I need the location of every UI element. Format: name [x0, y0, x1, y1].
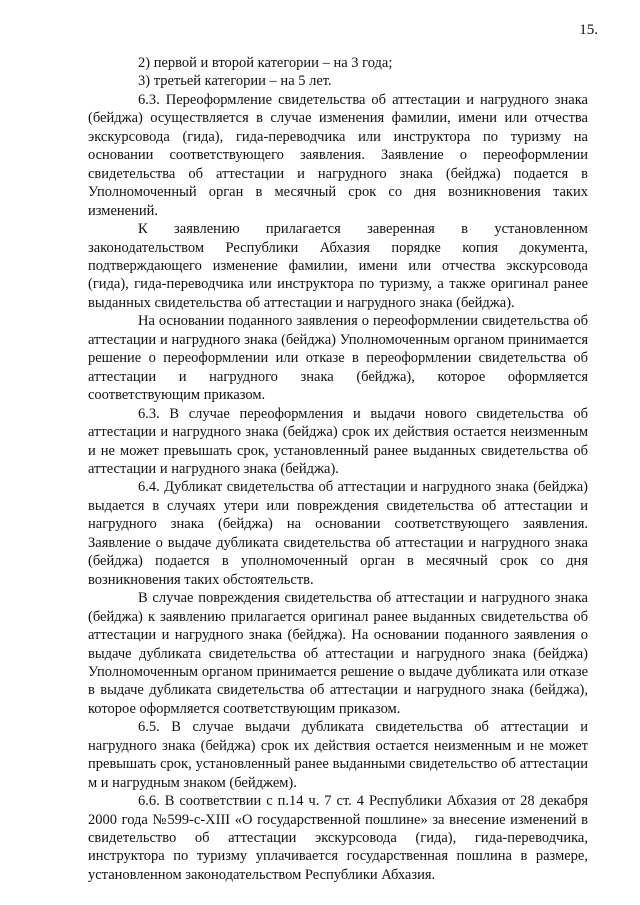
paragraph-decision: На основании поданного заявления о переоформлении свидетельства об аттестации и нагрудного знака (бейджа) Уполномоченным органом принимается решение о переоформлении или отказе в переоформлении свидетельства об аттестации и нагрудного знака (бейджа), которое оформляется соответствующим приказом. [88, 313, 588, 404]
document-body [88, 54, 588, 884]
paragraph-attachments: К заявлению прилагается заверенная в установленном законодательством Республики Абхазия порядке копия документа, подтверждающего изменение фамилии, имени или отчества экскурсовода (гида), гида-переводчика или инструктора по туризму, а также оригинал ранее выданных свидетельства об аттестации и нагрудного знака (бейджа). [88, 221, 588, 311]
page-number: 15. [579, 22, 598, 38]
paragraph-6-3-reissue: 6.3. Переоформление свидетельства об аттестации и нагрудного знака (бейджа) осуществляется в случае изменения фамилии, имени или отчества экскурсовода (гида), гида-переводчика или инструктора по туризму на основании соответствующего заявления. Заявление о переоформлении свидетельства об аттестации и нагрудного знака (бейджа) подается в Уполномоченный орган в месячный срок со дня возникновения таких изменений. [88, 91, 588, 219]
list-item-category-3: 3) третьей категории – на 5 лет. [138, 73, 332, 90]
list-item-category-1-2: 2) первой и второй категории – на 3 года; [138, 55, 393, 71]
paragraph-damage: В случае повреждения свидетельства об аттестации и нагрудного знака (бейджа) к заявлению прилагается оригинал ранее выданных свидетельства об аттестации и нагрудного знака (бейджа). На основании поданного заявления о выдаче дубликата свидетельства об аттестации и нагрудного знака (бейджа) Уполномоченным органом принимается решение о выдаче дубликата или отказе в выдаче дубликата свидетельства об аттестации и нагрудного знака (бейджа), которое оформляется соответствующим приказом. [88, 590, 588, 717]
paragraph-6-3-validity: 6.3. В случае переоформления и выдачи нового свидетельства об аттестации и нагрудного знака (бейджа) срок их действия остается неизменным и не может превышать срок, установленный ранее выданных свидетельства об аттестации и нагрудного знака (бейджа). [88, 405, 588, 477]
paragraph-6-4-duplicate: 6.4. Дубликат свидетельства об аттестации и нагрудного знака (бейджа) выдается в случаях утери или повреждения свидетельства об аттестации и нагрудного знака (бейджа) на основании соответствующего заявления. Заявление о выдаче дубликата свидетельства об аттестации и нагрудного знака (бейджа) подается в уполномоченный орган в месячный срок со дня возникновения таких обстоятельств. [88, 479, 588, 588]
paragraph-6-5-duplicate-validity: 6.5. В случае выдачи дубликата свидетельства об аттестации и нагрудного знака (бейджа) срок их действия остается неизменным и не может превышать срок, установленный ранее выданными свидетельство об аттестации м и нагрудным знаком (бейджем). [88, 719, 588, 791]
paragraph-6-6-state-fee: 6.6. В соответствии с п.14 ч. 7 ст. 4 Республики Абхазия от 28 декабря 2000 года №599-с-XIII «О государственной пошлине» за внесение изменений в свидетельство об аттестации экскурсовода (гида), гида-переводчика, инструктора по туризму уплачивается государственная пошлина в размере, установленном законодательством Республики Абхазия. [88, 793, 588, 883]
